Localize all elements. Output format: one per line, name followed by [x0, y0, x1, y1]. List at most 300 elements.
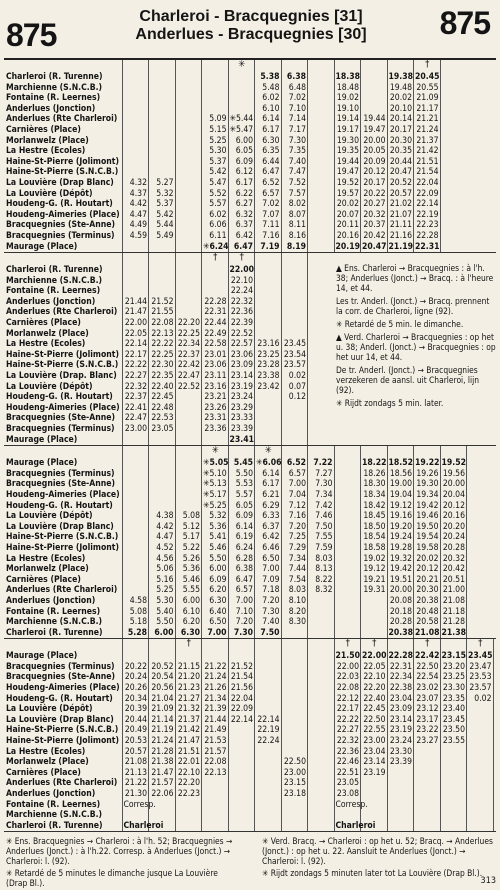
stop-name: Houdeng-G. (R. Houtart): [4, 199, 122, 210]
departure-time: [202, 810, 229, 821]
departure-time: [202, 778, 229, 789]
departure-time: 7.34: [281, 554, 308, 565]
departure-time: 4.42: [122, 199, 149, 210]
departure-time: 22.50: [414, 662, 441, 673]
stop-name: La Louvière (Drap Blanc): [4, 522, 122, 533]
departure-time: 23.00: [361, 736, 388, 747]
departure-time: [414, 778, 441, 789]
departure-time: 20.52: [149, 662, 176, 673]
departure-time: [440, 768, 467, 779]
departure-time: 23.04: [361, 747, 388, 758]
departure-time: 7.30: [308, 479, 335, 490]
stop-header: [4, 639, 122, 651]
departure-time: 6.32: [228, 210, 255, 221]
departure-time: 5.25: [149, 585, 176, 596]
stop-name: Morlanwelz (Place): [4, 757, 122, 768]
departure-time: 22.23: [414, 220, 441, 231]
departure-time: [467, 747, 494, 758]
departure-time: ✳5.44: [229, 114, 254, 125]
departure-time: 21.07: [387, 210, 414, 221]
stop-row: [4, 104, 440, 115]
stop-name: Bracquegnies (Ste-Anne): [4, 672, 122, 683]
departure-time: [440, 757, 467, 768]
departure-time: [175, 265, 202, 276]
departure-time: [414, 800, 441, 811]
departure-time: [175, 276, 202, 287]
departure-time: [122, 265, 149, 276]
departure-time: 20.20: [440, 522, 467, 533]
departure-time: 6.06: [202, 220, 229, 231]
departure-time: 23.36: [202, 424, 229, 435]
departure-time: 22.14: [228, 715, 255, 726]
column-symbol: [122, 60, 149, 72]
departure-time: [387, 810, 414, 821]
column-symbol: [440, 639, 467, 651]
departure-time: 8.30: [281, 617, 308, 628]
departure-time: 23.14: [228, 371, 255, 382]
departure-time: 7.09: [255, 575, 282, 586]
departure-time: 20.32: [361, 210, 388, 221]
departure-time: [361, 72, 388, 83]
departure-time: 23.57: [281, 360, 308, 371]
departure-time: 7.18: [255, 585, 282, 596]
departure-time: 21.24: [414, 125, 441, 136]
departure-time: 20.57: [122, 747, 149, 758]
departure-time: 7.30: [281, 136, 308, 147]
departure-time: 22.40: [149, 382, 176, 393]
departure-time: [122, 72, 149, 83]
departure-time: [228, 725, 255, 736]
departure-time: 18.42: [361, 501, 388, 512]
departure-time: 6.47: [255, 167, 282, 178]
departure-time: [308, 617, 335, 628]
service-note: ✳ Rijdt zondags 5 min. later.: [336, 398, 444, 409]
stop-name: Morlanwelz (Place): [4, 329, 122, 340]
departure-time: [122, 104, 149, 115]
departure-time: [308, 93, 335, 104]
column-symbol: ✳: [255, 446, 282, 458]
departure-time: 22.28: [388, 651, 413, 662]
departure-time: 21.18: [440, 607, 467, 618]
section-notes: [336, 263, 496, 411]
departure-time: [281, 297, 308, 308]
departure-time: [122, 564, 149, 575]
departure-time: [228, 821, 255, 832]
departure-time: [308, 810, 335, 821]
departure-time: [122, 286, 149, 297]
departure-time: [149, 136, 176, 147]
stop-row: [4, 715, 493, 726]
stop-row: [4, 286, 308, 297]
stop-row: [4, 725, 493, 736]
departure-time: 0.02: [281, 371, 308, 382]
departure-time: 18.56: [387, 469, 414, 480]
stop-row: [4, 651, 493, 662]
departure-time: 23.06: [202, 360, 229, 371]
departure-time: [467, 810, 494, 821]
departure-time: ✳5.47: [229, 124, 254, 135]
departure-time: [255, 778, 282, 789]
departure-time: 6.09: [228, 511, 255, 522]
departure-time: 21.44: [202, 715, 229, 726]
departure-time: 22.09: [228, 704, 255, 715]
departure-time: 4.47: [149, 532, 176, 543]
stop-row: [4, 575, 467, 586]
departure-time: 7.10: [281, 104, 308, 115]
departure-time: 6.27: [228, 199, 255, 210]
departure-time: ✳5.25: [203, 500, 227, 511]
timetable-page: [4, 4, 496, 889]
departure-time: 6.44: [255, 157, 282, 168]
departure-time: 7.02: [255, 199, 282, 210]
departure-time: 22.39: [228, 318, 255, 329]
departure-time: 21.20: [175, 672, 202, 683]
departure-time: [281, 672, 308, 683]
departure-time: 6.57: [281, 469, 308, 480]
departure-time: [361, 617, 388, 628]
departure-time: 22.45: [149, 392, 176, 403]
departure-time: [122, 479, 149, 490]
departure-time: 21.47: [149, 768, 176, 779]
departure-time: 7.47: [281, 167, 308, 178]
departure-time: [255, 651, 282, 662]
departure-time: [202, 72, 229, 83]
stop-row: [4, 789, 493, 800]
departure-time: 5.57: [228, 490, 255, 501]
departure-time: 5.30: [202, 146, 229, 157]
stop-row: [4, 72, 440, 83]
departure-time: 20.16: [440, 511, 467, 522]
stop-row: [4, 220, 440, 231]
departure-time: 5.52: [202, 189, 229, 200]
stop-name: Houdeng-G. (R. Houtart): [4, 694, 122, 705]
column-symbol: ✳: [228, 60, 255, 72]
stop-row: [4, 532, 467, 543]
departure-time: 21.04: [149, 694, 176, 705]
departure-time: 7.20: [281, 522, 308, 533]
timetable-grid: [4, 253, 308, 445]
departure-time: 18.30: [361, 479, 388, 490]
departure-time: 7.46: [308, 511, 335, 522]
departure-time: 20.48: [414, 607, 441, 618]
departure-time: [281, 704, 308, 715]
departure-time: [334, 585, 361, 596]
departure-time: 19.57: [334, 189, 361, 200]
departure-time: 6.22: [228, 189, 255, 200]
departure-time: [122, 543, 149, 554]
stop-name: Anderlues (Jonction): [4, 789, 122, 800]
departure-time: 18.26: [361, 469, 388, 480]
departure-time: 6.20: [202, 585, 229, 596]
departure-time: 6.05: [228, 146, 255, 157]
departure-time: [281, 715, 308, 726]
departure-time: 22.31: [202, 307, 229, 318]
departure-time: 22.08: [149, 318, 176, 329]
departure-time: 22.49: [202, 329, 229, 340]
departure-time: [361, 789, 388, 800]
departure-time: [255, 768, 282, 779]
stop-row: [4, 199, 440, 210]
column-symbol: [281, 639, 308, 651]
departure-time: [149, 167, 176, 178]
departure-time: [281, 435, 308, 446]
departure-time: 7.04: [281, 490, 308, 501]
departure-time: [255, 821, 282, 832]
departure-time: 22.17: [122, 350, 149, 361]
departure-time: 21.28: [440, 617, 467, 628]
departure-time: [122, 276, 149, 287]
departure-time: 21.57: [202, 747, 229, 758]
departure-time: [175, 83, 202, 94]
departure-time: 7.12: [281, 501, 308, 512]
departure-time: 23.45: [468, 651, 493, 662]
departure-time: 20.00: [440, 479, 467, 490]
departure-time: [467, 778, 494, 789]
column-symbol: [149, 446, 176, 458]
departure-time: 20.57: [387, 189, 414, 200]
departure-time: [175, 286, 202, 297]
departure-time: 21.08: [122, 757, 149, 768]
departure-time: 22.05: [122, 329, 149, 340]
departure-time: [149, 479, 176, 490]
column-symbol: †: [334, 639, 361, 651]
departure-time: [122, 532, 149, 543]
departure-time: 20.17: [361, 178, 388, 189]
departure-time: [228, 778, 255, 789]
departure-time: 7.00: [281, 479, 308, 490]
departure-time: [149, 83, 176, 94]
departure-time: 21.24: [149, 736, 176, 747]
departure-time: 5.17: [175, 532, 202, 543]
footer-note: ✳ Verd. Bracq. → Charleroi : op het u. 52; Bracq. → Anderlues (Jonct.) : op het u. 22. Aansluit te Anderlues (Jonct.) → Charleroi: l. (92).: [262, 836, 493, 867]
column-symbol: [149, 60, 176, 72]
departure-time: 20.12: [414, 564, 441, 575]
stop-name: Charleroi (R. Turenne): [4, 821, 122, 832]
stop-row: [4, 757, 493, 768]
column-symbol: †: [361, 639, 388, 651]
departure-time: 21.44: [122, 297, 149, 308]
line-number-right: 875: [439, 5, 490, 41]
stop-name: Bracquegnies (Terminus): [4, 662, 122, 673]
departure-time: [414, 747, 441, 758]
departure-time: 20.51: [440, 575, 467, 586]
stop-name: Morlanwelz (Place): [4, 136, 122, 147]
stop-row: [4, 382, 308, 393]
departure-time: 5.41: [202, 532, 229, 543]
departure-time: 6.57: [228, 585, 255, 596]
departure-time: [308, 736, 335, 747]
departure-time: 23.25: [440, 672, 467, 683]
departure-time: 4.38: [149, 511, 176, 522]
departure-time: 7.40: [281, 157, 308, 168]
departure-time: 8.03: [308, 554, 335, 565]
departure-time: 23.09: [387, 704, 414, 715]
stop-row: [4, 479, 467, 490]
departure-time: [149, 125, 176, 136]
departure-time: 19.54: [414, 532, 441, 543]
departure-time: 19.12: [387, 501, 414, 512]
departure-time: 21.38: [441, 627, 466, 638]
departure-time: 6.52: [255, 178, 282, 189]
departure-time: [308, 672, 335, 683]
service-note: ▲ Ens. Charleroi → Bracquegnies : à l'h. 38; Anderlues (Jonct.) → Bracq. : à l'heure 14, et 44.: [336, 263, 494, 294]
departure-time: 7.44: [281, 564, 308, 575]
departure-time: 22.10: [175, 768, 202, 779]
column-symbol: †: [202, 253, 229, 265]
stop-name: Bracquegnies (Terminus): [4, 424, 122, 435]
departure-time: 21.34: [202, 694, 229, 705]
stop-header: [4, 253, 122, 265]
departure-time: 22.50: [361, 715, 388, 726]
departure-time: [228, 83, 255, 94]
departure-time: 23.24: [228, 392, 255, 403]
departure-time: ✳5.17: [203, 489, 227, 500]
departure-time: [361, 628, 388, 639]
departure-time: [202, 93, 229, 104]
departure-time: [175, 125, 202, 136]
stop-name: Carnières (Place): [4, 125, 122, 136]
departure-time: [308, 125, 335, 136]
departure-time: [175, 297, 202, 308]
departure-time: 5.37: [149, 199, 176, 210]
departure-time: [308, 210, 335, 221]
departure-time: 7.42: [308, 501, 335, 512]
column-symbol: [281, 253, 308, 265]
stop-row: [4, 821, 493, 832]
stop-row: [4, 672, 493, 683]
departure-time: [308, 596, 335, 607]
departure-time: 4.58: [122, 596, 149, 607]
departure-time: 20.56: [149, 683, 176, 694]
departure-time: [255, 757, 282, 768]
column-symbol: [202, 60, 229, 72]
stop-name: Morlanwelz (Place): [4, 564, 122, 575]
stop-row: [4, 704, 493, 715]
departure-time: 6.00: [175, 596, 202, 607]
departure-time: 19.30: [414, 479, 441, 490]
column-symbol: [308, 639, 335, 651]
departure-time: 22.52: [228, 329, 255, 340]
departure-time: 6.02: [202, 210, 229, 221]
departure-time: [255, 276, 282, 287]
departure-time: [175, 469, 202, 480]
departure-time: 23.30: [440, 683, 467, 694]
stop-name: Houdeng-Aimeries (Place): [4, 403, 122, 414]
departure-time: [255, 435, 282, 446]
departure-time: 19.22: [415, 458, 440, 469]
departure-time: [308, 114, 335, 125]
stop-name: La Louvière (Drap Blanc): [4, 715, 122, 726]
departure-time: 19.42: [387, 564, 414, 575]
stop-row: [4, 778, 493, 789]
departure-time: 20.34: [122, 694, 149, 705]
departure-time: [308, 800, 335, 811]
stop-row: [4, 800, 493, 811]
departure-time: [202, 435, 229, 446]
departure-time: 20.37: [361, 220, 388, 231]
departure-time: 20.09: [361, 157, 388, 168]
departure-time: [387, 821, 414, 832]
departure-time: [308, 789, 335, 800]
departure-time: 5.15: [202, 125, 229, 136]
stop-name: Carnières (Place): [4, 318, 122, 329]
departure-time: 19.44: [361, 114, 388, 125]
departure-time: 19.26: [414, 469, 441, 480]
column-symbol: †: [414, 60, 441, 72]
departure-time: 20.11: [334, 220, 361, 231]
departure-time: 19.28: [387, 543, 414, 554]
departure-time: [334, 490, 361, 501]
departure-time: [308, 607, 335, 618]
column-symbol: [202, 639, 229, 651]
departure-time: [149, 435, 176, 446]
departure-time: 22.37: [175, 350, 202, 361]
departure-time: 22.13: [202, 768, 229, 779]
departure-time: [122, 146, 149, 157]
departure-time: 5.38: [255, 72, 282, 83]
departure-time: [255, 683, 282, 694]
departure-time: 19.46: [414, 511, 441, 522]
departure-time: 19.02: [334, 93, 361, 104]
departure-time: [361, 596, 388, 607]
departure-time: 20.26: [122, 683, 149, 694]
departure-time: 4.32: [122, 178, 149, 189]
column-symbol: [175, 253, 202, 265]
departure-time: 23.08: [334, 789, 361, 800]
departure-time: 6.10: [255, 104, 282, 115]
departure-time: [308, 189, 335, 200]
departure-time: 6.57: [255, 189, 282, 200]
departure-time: 20.42: [361, 231, 388, 242]
departure-time: 23.57: [467, 683, 494, 694]
departure-time: [255, 672, 282, 683]
departure-time: [308, 683, 335, 694]
stop-name: Houdeng-G. (R. Houtart): [4, 501, 122, 512]
departure-time: 23.45: [281, 339, 308, 350]
stop-row: [4, 596, 467, 607]
departure-time: 22.42: [415, 651, 440, 662]
timetable-section: [4, 639, 496, 832]
departure-time: 18.52: [388, 458, 413, 469]
departure-time: [228, 72, 255, 83]
departure-time: 6.12: [228, 167, 255, 178]
departure-time: 5.46: [175, 575, 202, 586]
departure-time: 22.06: [149, 789, 176, 800]
departure-time: 6.21: [255, 490, 282, 501]
departure-time: 0.12: [281, 392, 308, 403]
departure-time: 20.05: [361, 146, 388, 157]
stop-name: Marchienne (S.N.C.B.): [4, 276, 122, 287]
departure-time: [228, 736, 255, 747]
departure-time: 21.51: [414, 157, 441, 168]
departure-time: 23.19: [387, 725, 414, 736]
departure-time: 7.02: [281, 93, 308, 104]
departure-time: 22.40: [361, 694, 388, 705]
departure-time: 5.50: [149, 617, 176, 628]
stop-row: [4, 265, 308, 276]
departure-time: 22.46: [334, 757, 361, 768]
departure-time: 21.15: [175, 662, 202, 673]
departure-time: 20.45: [415, 72, 440, 82]
departure-time: 23.15: [441, 651, 466, 662]
departure-time: 21.09: [149, 704, 176, 715]
departure-time: 23.25: [255, 350, 282, 361]
departure-time: [308, 136, 335, 147]
stop-name: La Hestre (Ecoles): [4, 554, 122, 565]
stop-row: [4, 810, 493, 821]
stop-name: La Louvière (Dépôt): [4, 511, 122, 522]
column-symbol: [175, 60, 202, 72]
